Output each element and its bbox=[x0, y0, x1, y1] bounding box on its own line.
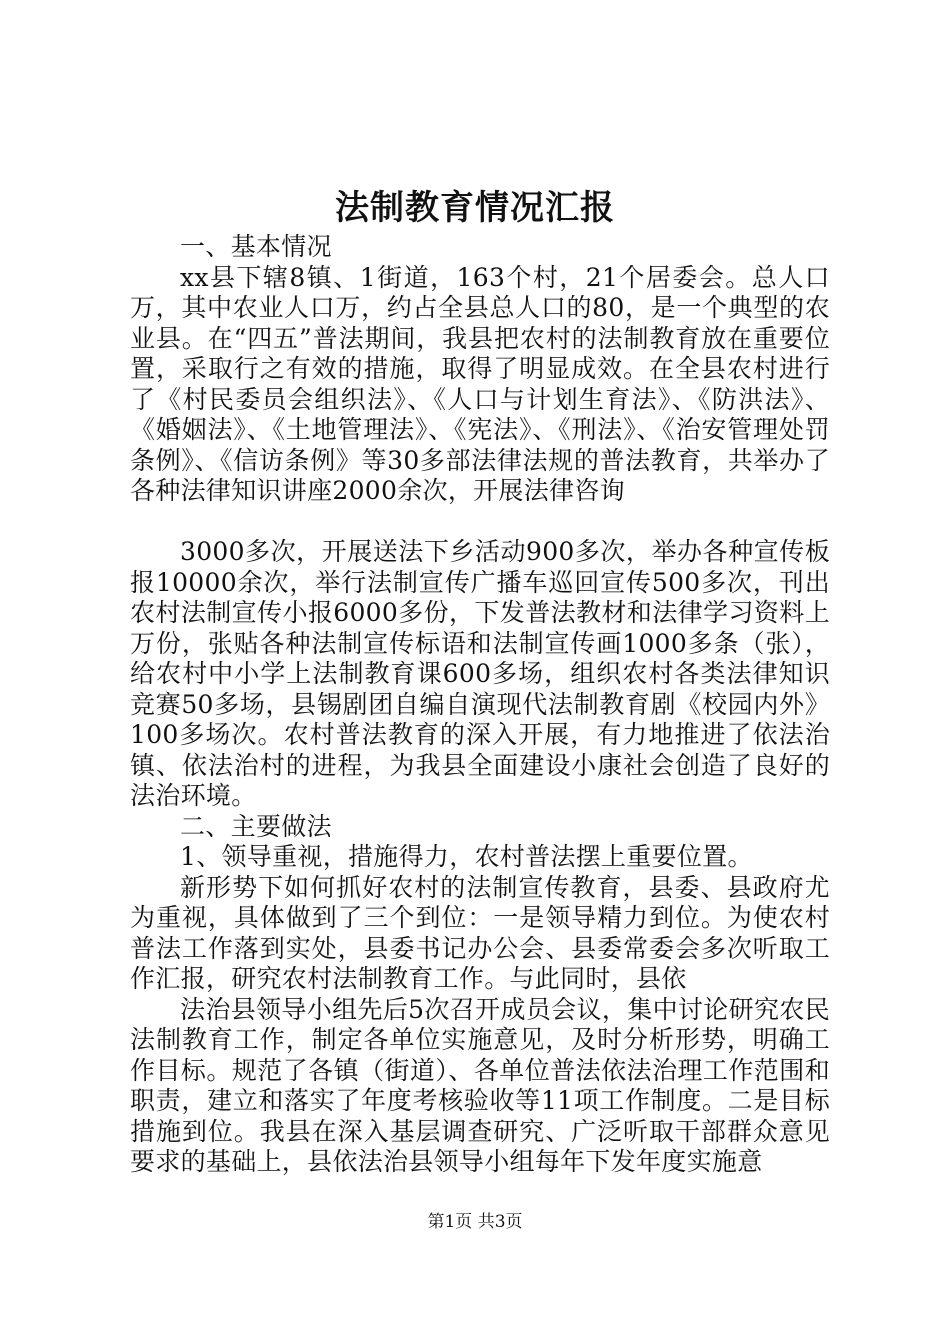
paragraph-overview: xx县下辖8镇、1街道，163个村，21个居委会。总人口万，其中农业人口万，约占全县总人口的80，是一个典型的农业县。在“四五”普法期间，我县把农村的法制教育放在重要位置，采取行之有效的措施，取得了明显成效。在全县农村进行了《村民委员会组织法》、《人口与计划生育法》、《防洪法》、《婚姻法》、《土地管理法》、《宪法》、《刑法》、《治安管理处罚条例》、《信访条例》等30多部法律法规的普法教育，共举办了各种法律知识讲座2000余次，开展法律咨询 bbox=[130, 262, 830, 505]
section-heading-methods: 二、主要做法 bbox=[180, 811, 332, 841]
paragraph-gap bbox=[130, 507, 830, 538]
document-title: 法制教育情况汇报 bbox=[335, 188, 615, 228]
paragraph-leadership: 新形势下如何抓好农村的法制宣传教育，县委、县政府尤为重视，具体做到了三个到位：一是领导精力到位。为使农村普法工作落到实处，县委书记办公会、县委常委会多次听取工作汇报，研究农村法制教育工作。与此同时，县依 bbox=[130, 872, 830, 993]
paragraph-measures: 法治县领导小组先后5次召开成员会议，集中讨论研究农民法制教育工作，制定各单位实施意见，及时分析形势，明确工作目标。规范了各镇（街道）、各单位普法依法治理工作范围和职责，建立和落实了年度考核验收等11项工作制度。二是目标措施到位。我县在深入基层调查研究、广泛听取干部群众意见要求的基础上，县依法治县领导小组每年下发年度实施意 bbox=[130, 994, 830, 1176]
document-body bbox=[130, 232, 830, 1178]
subheading-leadership: 1、领导重视，措施得力，农村普法摆上重要位置。 bbox=[180, 842, 753, 871]
section-heading-basic: 一、基本情况 bbox=[180, 232, 332, 261]
page-number-footer: 第1页 共3页 bbox=[427, 1212, 523, 1232]
paragraph-activities: 3000多次，开展送法下乡活动900多次，举办各种宣传板报10000余次，举行法制宣传广播车巡回宣传500多次，刊出农村法制宣传小报6000多份，下发普法教材和法律学习资料上万份，张贴各种法制宣传标语和法制宣传画1000多条（张），给农村中小学上法制教育课600多场，组织农村各类法律知识竞赛50多场，县锡剧团自编自演现代法制教育剧《校园内外》100多场次。农村普法教育的深入开展，有力地推进了依法治镇、依法治村的进程，为我县全面建设小康社会创造了良好的法治环境。 bbox=[130, 537, 830, 810]
